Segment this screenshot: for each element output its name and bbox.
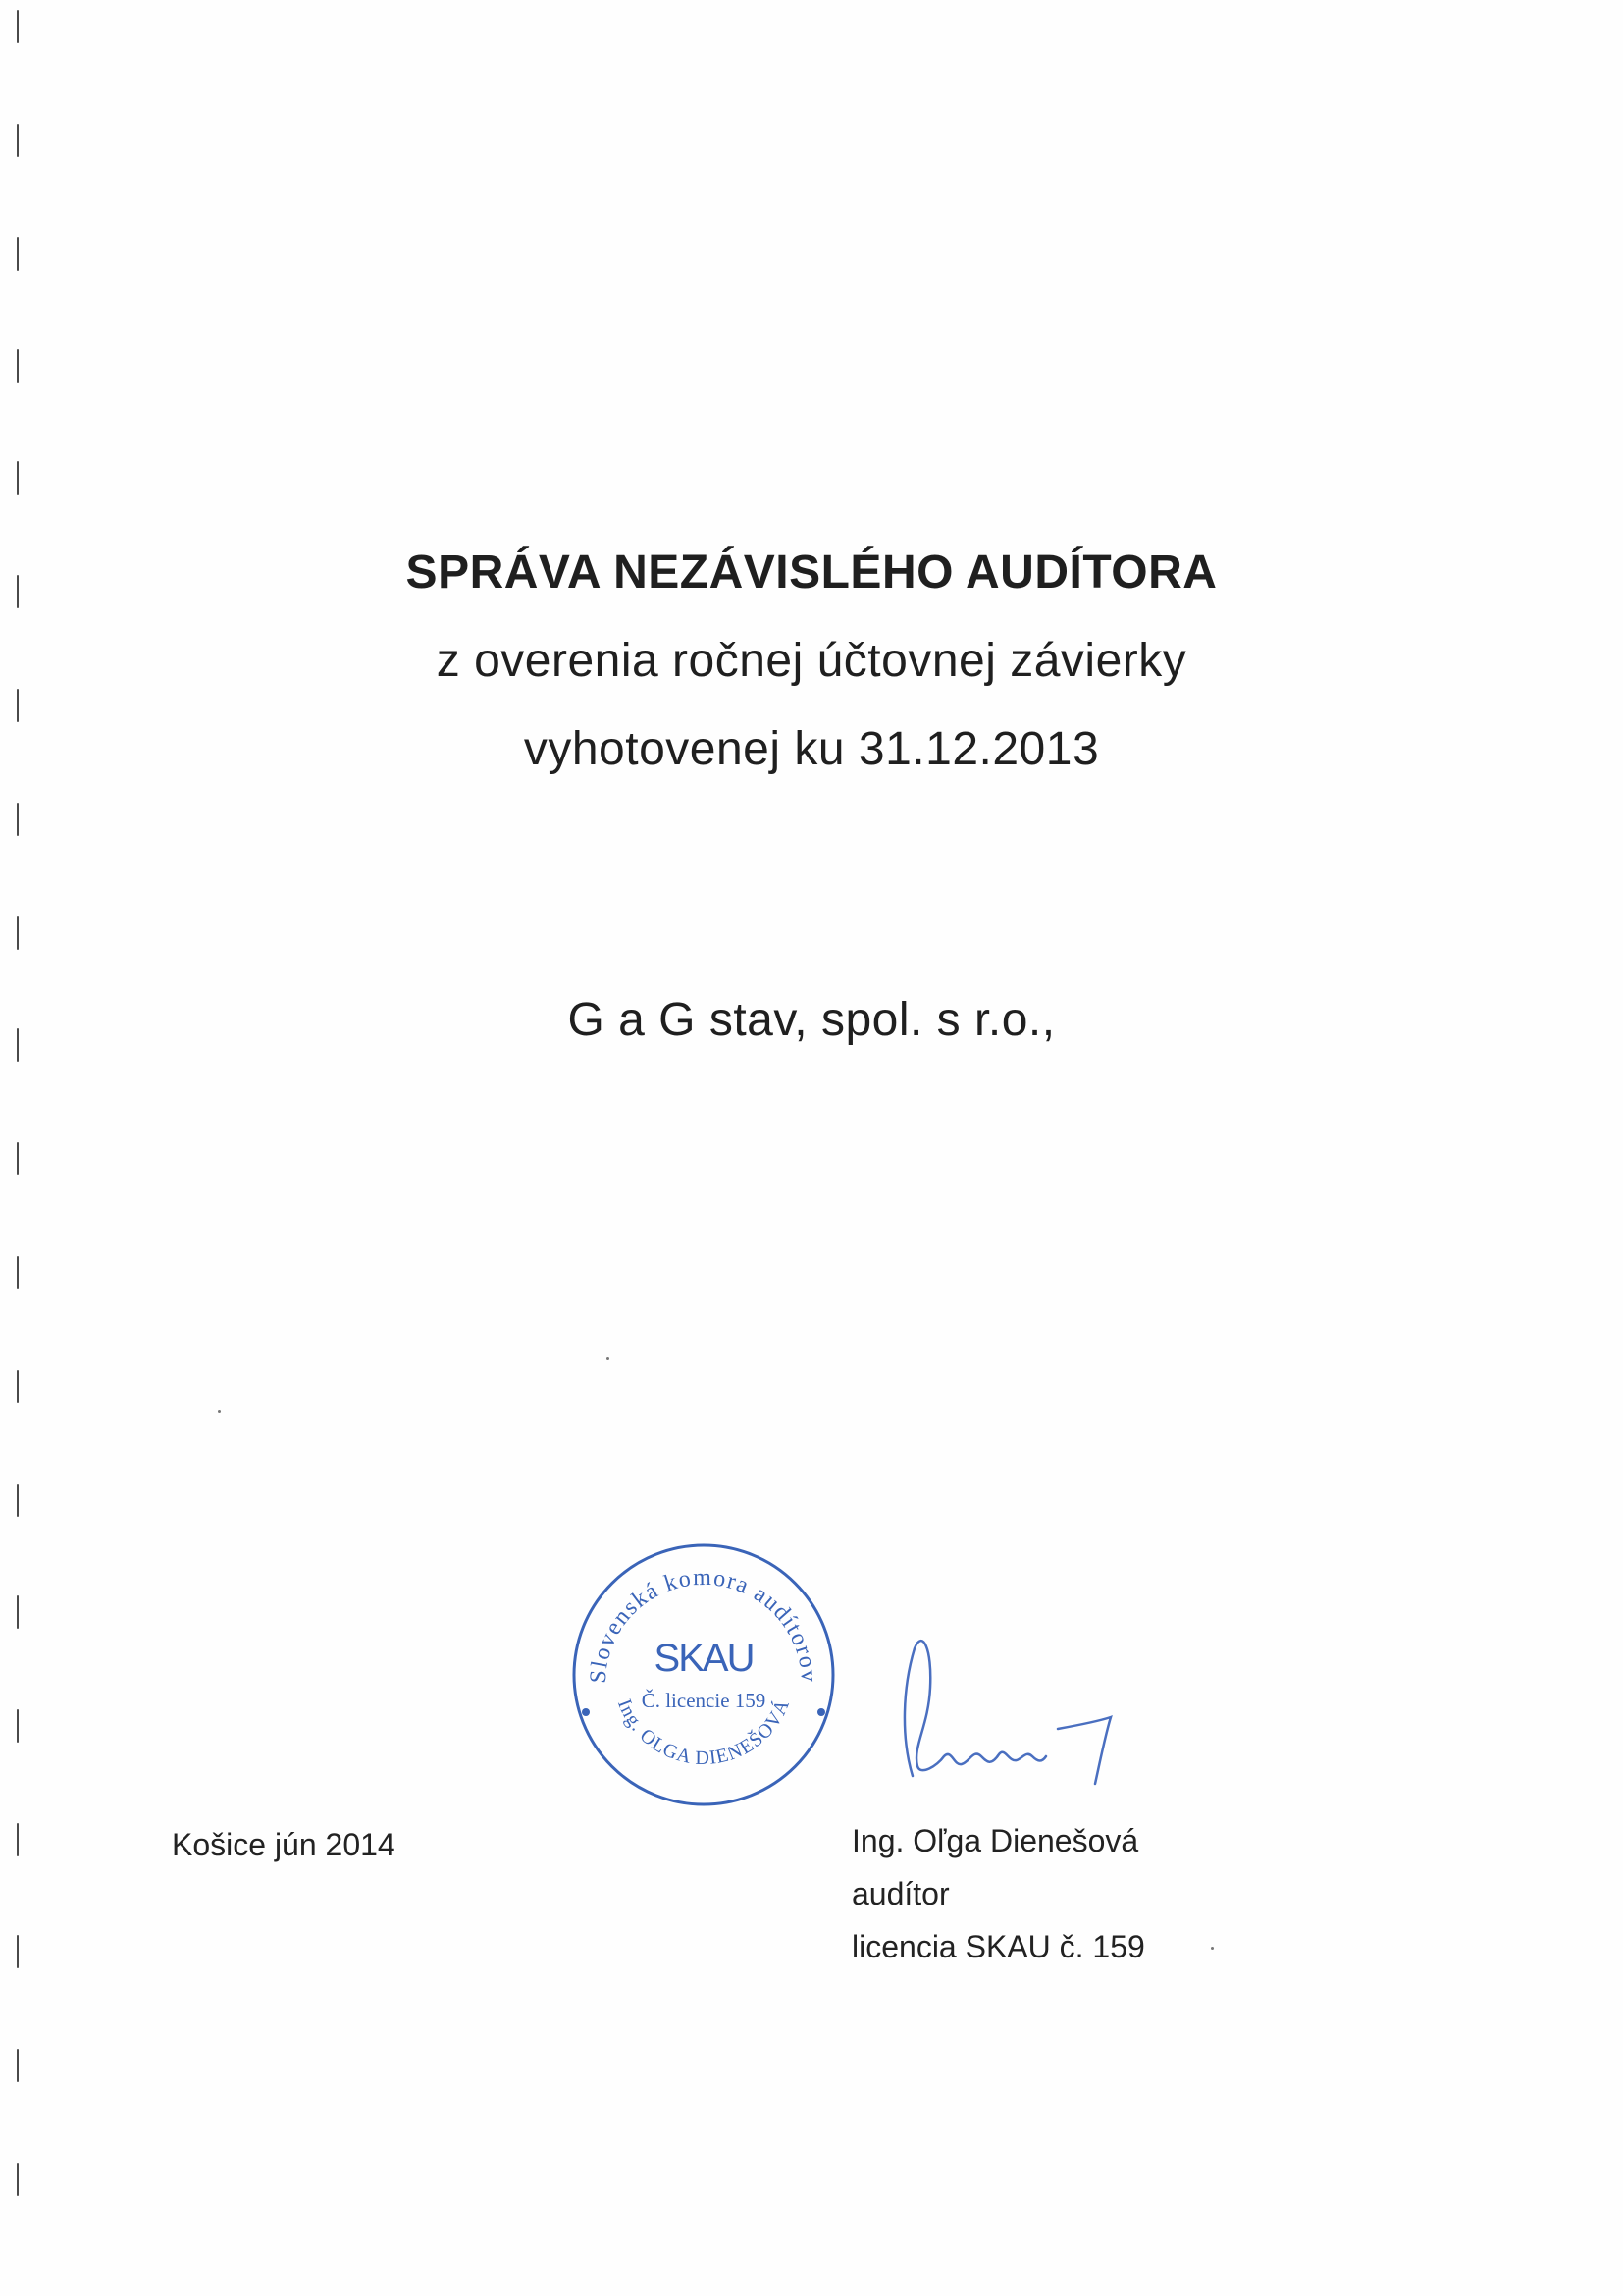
- stamp-dot-left: [582, 1708, 590, 1716]
- stamp-center-text: SKAU: [654, 1637, 754, 1680]
- scan-speck: [218, 1410, 221, 1413]
- binding-hole-mark: [17, 1256, 19, 1289]
- auditor-role: audítor: [852, 1876, 950, 1911]
- binding-hole-mark: [17, 1709, 19, 1743]
- binding-hole-mark: [17, 124, 19, 157]
- binding-hole-mark: [17, 349, 19, 383]
- scan-speck: [1211, 1947, 1214, 1950]
- signature-stroke-main: [905, 1641, 1046, 1776]
- binding-hole-mark: [17, 1595, 19, 1629]
- stamp-text-top: Slovenská komora audítorov: [585, 1564, 822, 1685]
- binding-hole-mark: [17, 10, 19, 43]
- binding-hole-mark: [17, 689, 19, 722]
- binding-hole-mark: [17, 1370, 19, 1403]
- binding-holes: [0, 0, 39, 2296]
- company-name: G a G stav, spol. s r.o.,: [567, 994, 1056, 1046]
- binding-hole-mark: [17, 1823, 19, 1856]
- scan-speck: [606, 1357, 609, 1360]
- report-subtitle-line1: z overenia ročnej účtovnej závierky: [436, 635, 1187, 687]
- report-subtitle-line2: vyhotovenej ku 31.12.2013: [523, 723, 1100, 775]
- binding-hole-mark: [17, 237, 19, 271]
- stamp-text-bottom: Ing. OLGA DIENEŠOVÁ: [612, 1696, 795, 1769]
- binding-hole-mark: [17, 1935, 19, 1968]
- binding-hole-mark: [17, 461, 19, 495]
- stamp-license-text: Č. licencie 159: [641, 1689, 766, 1712]
- auditor-signature: [883, 1619, 1178, 1796]
- auditor-license: licencia SKAU č. 159: [852, 1929, 1145, 1964]
- binding-hole-mark: [17, 1142, 19, 1175]
- signature-stroke-tail: [1058, 1717, 1111, 1784]
- place-and-date: Košice jún 2014: [172, 1827, 395, 1862]
- report-title: SPRÁVA NEZÁVISLÉHO AUDÍTORA: [405, 547, 1218, 599]
- binding-hole-mark: [17, 803, 19, 836]
- stamp-dot-right: [817, 1708, 825, 1716]
- auditor-name: Ing. Oľga Dienešová: [852, 1823, 1139, 1858]
- binding-hole-mark: [17, 2163, 19, 2196]
- binding-hole-mark: [17, 1484, 19, 1517]
- auditor-stamp: [564, 1536, 843, 1814]
- binding-hole-mark: [17, 2049, 19, 2082]
- binding-hole-mark: [17, 916, 19, 950]
